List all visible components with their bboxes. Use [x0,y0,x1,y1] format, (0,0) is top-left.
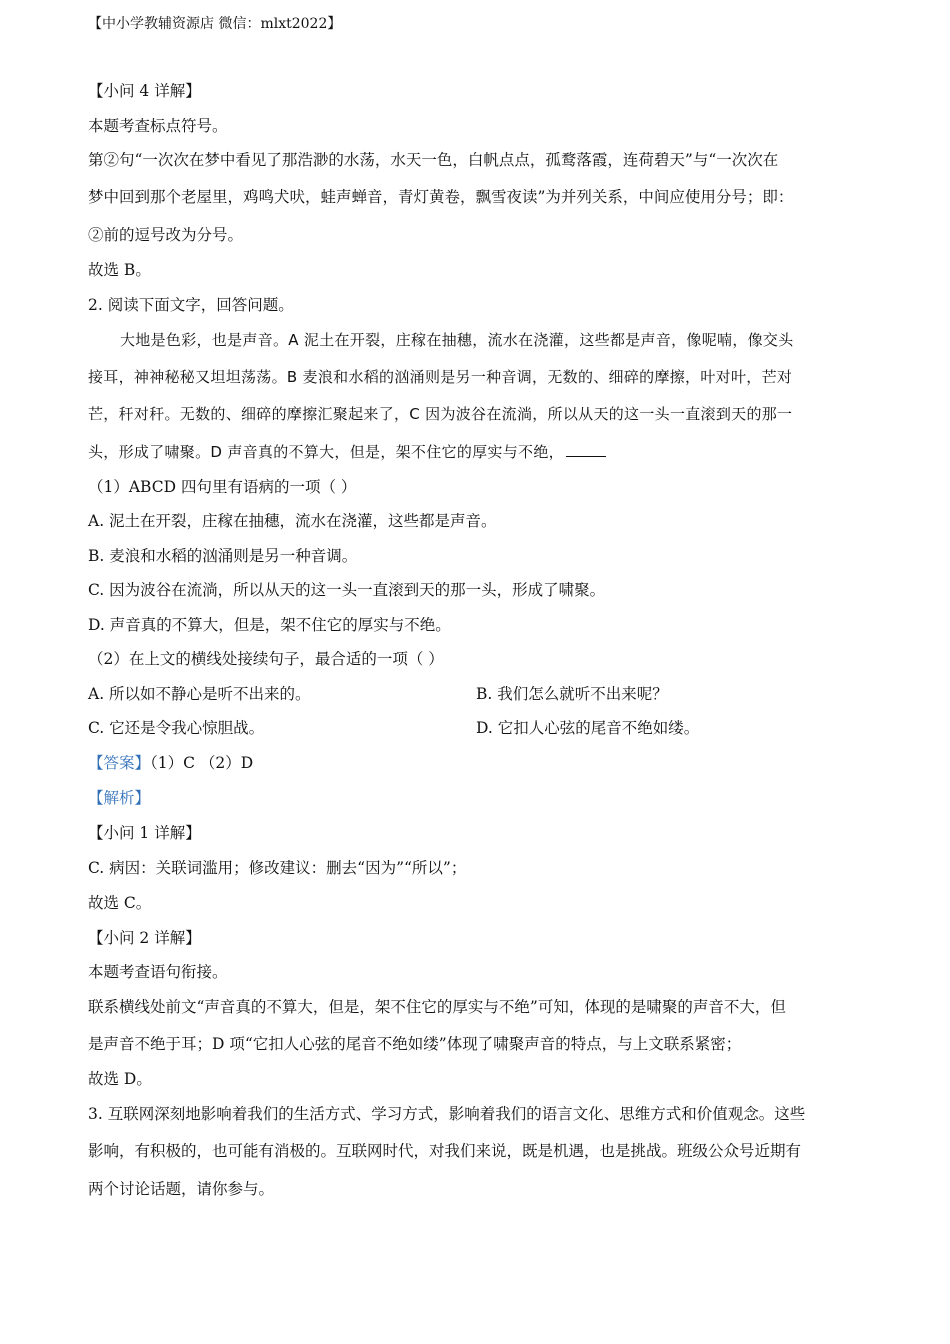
sub2-question: （2）在上文的横线处接续句子，最合适的一项（ ） [88,650,444,668]
part2-topic: 本题考查语句衔接。 [88,963,228,981]
q3-line: 3. 互联网深刻地影响着我们的生活方式、学习方式，影响着我们的语言文化、思维方式和价值观念。这些 [88,1105,806,1123]
sub2-option: D. 它扣人心弦的尾音不绝如缕。 [476,719,700,737]
answer-label: 【答案】 [88,754,151,772]
part4-line: ②前的逗号改为分号。 [88,226,244,244]
part4-topic: 本题考查标点符号。 [88,117,228,135]
page-header: 【中小学教辅资源店 微信：mlxt2022】 [88,16,342,32]
part4-line: 梦中回到那个老屋里，鸡鸣犬吠，蛙声蝉音，青灯黄卷，飘雪夜读”为并列关系，中间应使用分号；即： [88,188,794,206]
part4-line: 第②句“一次次在梦中看见了那浩渺的水荡，水天一色，白帆点点，孤鹜落霞，连荷碧天”与“一次次在 [88,151,779,169]
passage-line: 芒，秆对秆。无数的、细碎的摩擦汇聚起来了，C 因为波谷在流淌，所以从天的这一头一直滚到天的那一 [88,405,793,423]
part4-conclusion: 故选 B。 [88,261,151,279]
passage-line-last [88,444,606,460]
sub1-option: B. 麦浪和水稻的汹涌则是另一种音调。 [88,547,358,565]
part2-line: 联系横线处前文“声音真的不算大，但是，架不住它的厚实与不绝”可知，体现的是啸聚的声音不大，但 [88,998,786,1016]
passage-line: 大地是色彩，也是声音。A 泥土在开裂，庄稼在抽穗，流水在浇灌，这些都是声音，像呢喃，像交头 [120,331,794,349]
sub2-option: C. 它还是令我心惊胆战。 [88,719,265,737]
sub2-option: B. 我们怎么就听不出来呢？ [476,685,668,703]
passage-line: 接耳，神神秘秘又坦坦荡荡。B 麦浪和水稻的汹涌则是另一种音调，无数的、细碎的摩擦，叶对叶，芒对 [88,368,793,386]
analysis-label: 【解析】 [88,789,151,807]
sub1-option: C. 因为波谷在流淌，所以从天的这一头一直滚到天的那一头，形成了啸聚。 [88,581,606,599]
sub1-option: A. 泥土在开裂，庄稼在抽穗，流水在浇灌，这些都是声音。 [88,512,497,530]
part2-line: 是声音不绝于耳；D 项“它扣人心弦的尾音不绝如缕”体现了啸聚声音的特点，与上文联系紧密； [88,1035,742,1053]
part2-heading: 【小问 2 详解】 [88,929,201,947]
part4-heading: 【小问 4 详解】 [88,82,201,100]
passage-text: 头，形成了啸聚。D 声音真的不算大，但是，架不住它的厚实与不绝， [88,443,564,461]
sub1-question: （1）ABCD 四句里有语病的一项（ ） [88,478,357,496]
part1-heading: 【小问 1 详解】 [88,824,201,842]
q3-line: 两个讨论话题，请你参与。 [88,1180,275,1198]
sub2-option: A. 所以如不静心是听不出来的。 [88,685,311,703]
sub1-option: D. 声音真的不算大，但是，架不住它的厚实与不绝。 [88,616,451,634]
answer-text: （1）C （2）D [150,754,254,772]
part1-conclusion: 故选 C。 [88,894,152,912]
q2-title: 2. 阅读下面文字，回答问题。 [88,296,294,314]
answer-line [88,756,253,772]
q3-line: 影响，有积极的，也可能有消极的。互联网时代，对我们来说，既是机遇，也是挑战。班级公众号近期有 [88,1142,802,1160]
part2-conclusion: 故选 D。 [88,1070,152,1088]
answer-blank [566,444,606,457]
part1-line: C. 病因：关联词滥用；修改建议：删去“因为”“所以”； [88,859,467,877]
